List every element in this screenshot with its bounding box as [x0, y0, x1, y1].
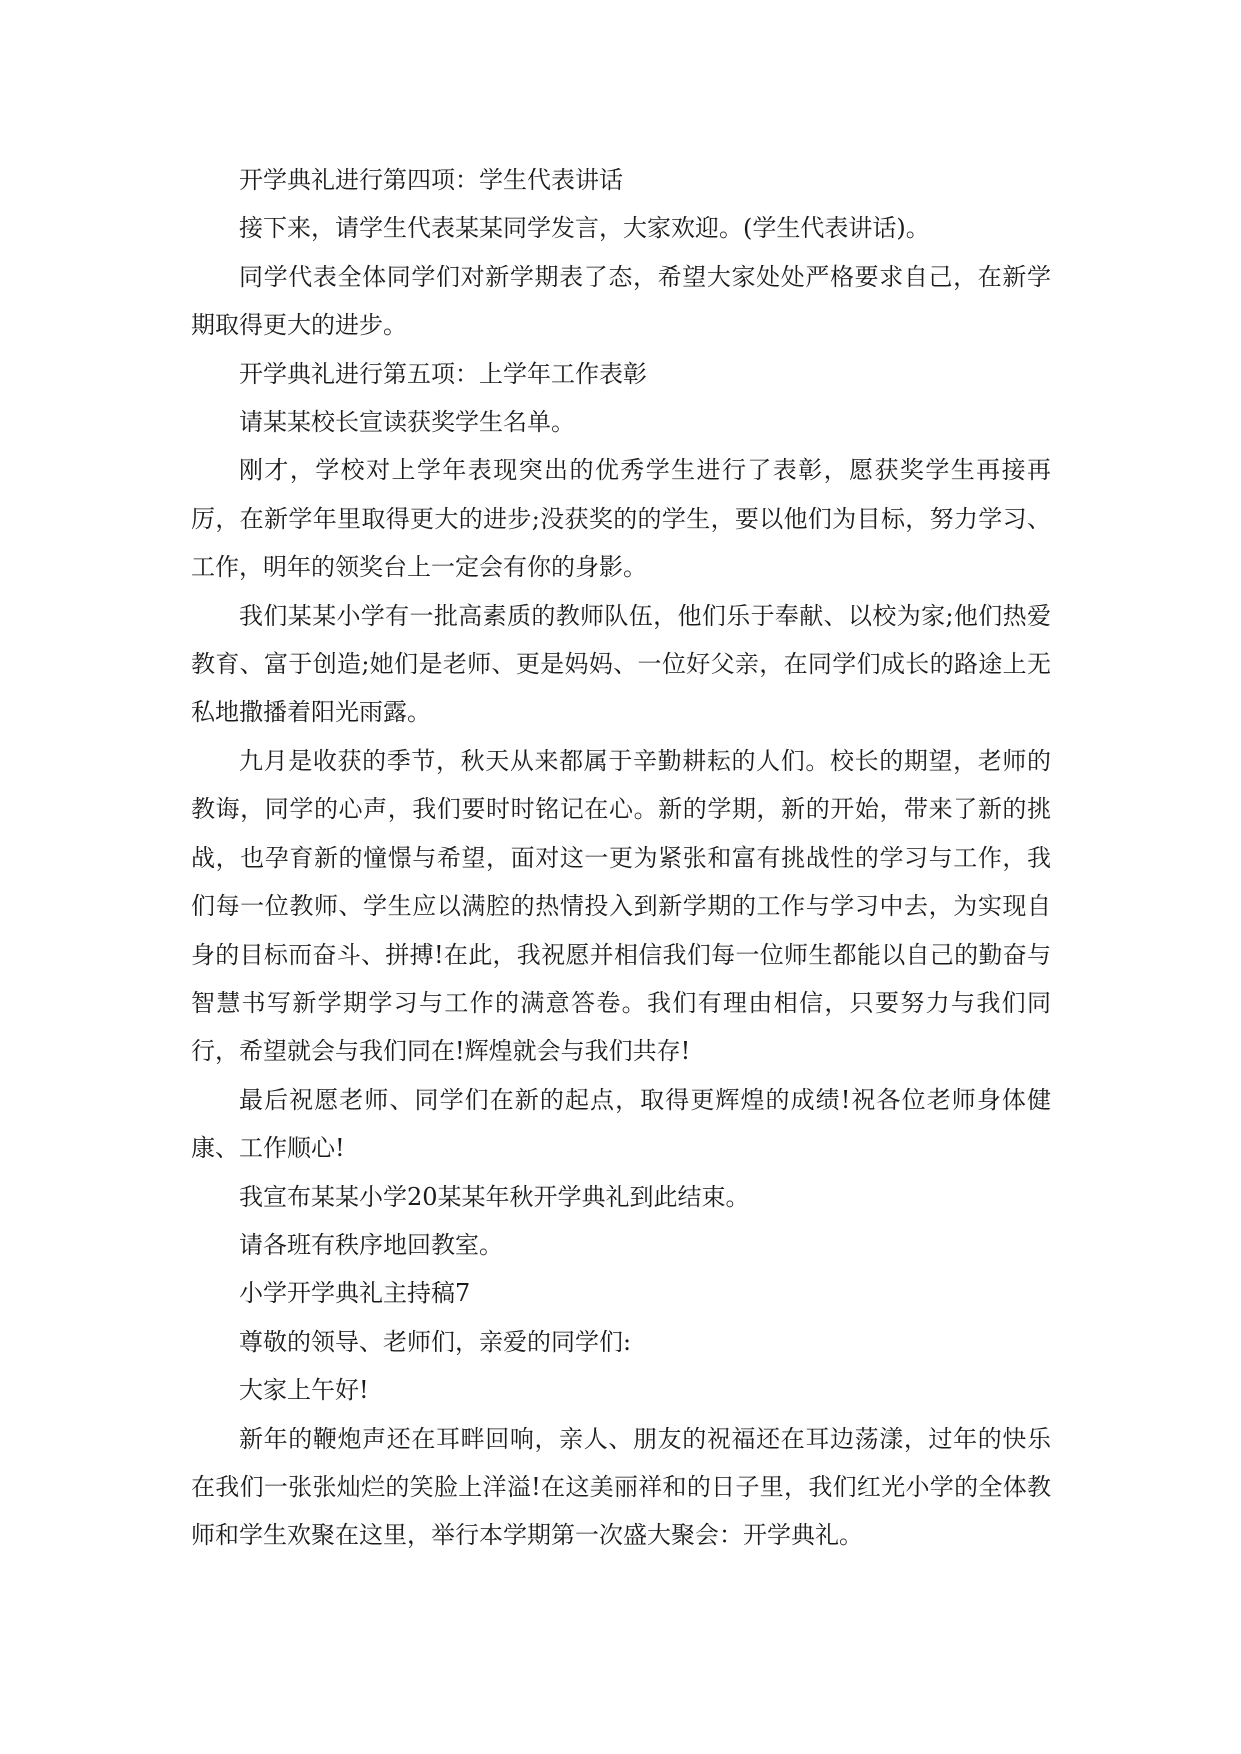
- paragraph: 大家上午好!: [239, 1376, 369, 1405]
- paragraph: 请某某校长宣读获奖学生名单。: [239, 408, 575, 437]
- paragraph: 开学典礼进行第五项：上学年工作表彰: [239, 359, 647, 388]
- paragraph: 刚才，学校对上学年表现突出的优秀学生进行了表彰，愿获奖学生再接再厉，在新学年里取得更大的进步;没获奖的的学生，要以他们为目标，努力学习、工作，明年的领奖台上一定会有你的身影。: [191, 456, 1051, 582]
- paragraph: 开学典礼进行第四项：学生代表讲话: [239, 166, 623, 194]
- paragraph: 我宣布某某小学20某某年秋开学典礼到此结束。: [239, 1182, 750, 1211]
- document-body: [191, 156, 1051, 1560]
- paragraph: 小学开学典礼主持稿7: [239, 1279, 471, 1308]
- paragraph: 尊敬的领导、老师们，亲爱的同学们:: [239, 1327, 632, 1356]
- paragraph: 最后祝愿老师、同学们在新的起点，取得更辉煌的成绩!祝各位老师身体健康、工作顺心!: [191, 1085, 1051, 1163]
- paragraph: 我们某某小学有一批高素质的教师队伍，他们乐于奉献、以校为家;他们热爱教育、富于创造;她们是老师、更是妈妈、一位好父亲，在同学们成长的路途上无私地撒播着阳光雨露。: [191, 601, 1051, 727]
- paragraph: 请各班有秩序地回教室。: [239, 1230, 503, 1259]
- paragraph: 九月是收获的季节，秋天从来都属于辛勤耕耘的人们。校长的期望，老师的教诲，同学的心声，我们要时时铭记在心。新的学期，新的开始，带来了新的挑战，也孕育新的憧憬与希望，面对这一更为紧张和富有挑战性的学习与工作，我们每一位教师、学生应以满腔的热情投入到新学期的工作与学习中去，为实现自身的目标而奋斗、拼搏!在此，我祝愿并相信我们每一位师生都能以自己的勤奋与智慧书写新学期学习与工作的满意答卷。我们有理由相信，只要努力与我们同行，希望就会与我们同在!辉煌就会与我们共存!: [191, 746, 1051, 1066]
- paragraph: 同学代表全体同学们对新学期表了态，希望大家处处严格要求自己，在新学期取得更大的进步。: [191, 262, 1051, 340]
- paragraph: 新年的鞭炮声还在耳畔回响，亲人、朋友的祝福还在耳边荡漾，过年的快乐在我们一张张灿烂的笑脸上洋溢!在这美丽祥和的日子里，我们红光小学的全体教师和学生欢聚在这里，举行本学期第一次盛大聚会：开学典礼。: [191, 1424, 1051, 1550]
- paragraph: 接下来，请学生代表某某同学发言，大家欢迎。(学生代表讲话)。: [239, 214, 930, 243]
